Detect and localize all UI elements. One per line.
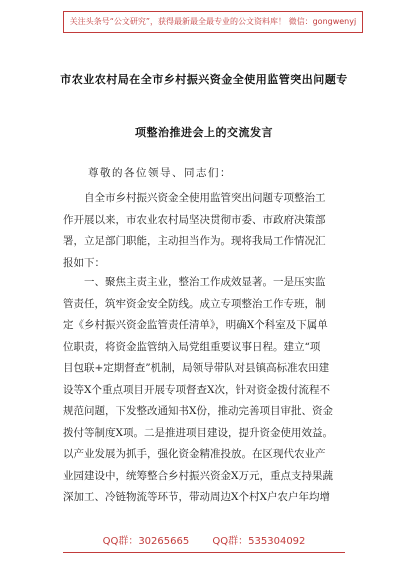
- text-line: 自全市乡村振兴资金全使用监管突出问题专项整治工: [84, 192, 326, 204]
- footer-contact: [0, 532, 408, 547]
- promo-banner: 关注头条号“公文研究”，获得最新最全最专业的公文资料库！ 微信：gongwenyj: [63, 11, 363, 33]
- text-line: 定《乡村振兴资金监管责任清单》，明确X个科室及下属单: [63, 319, 328, 331]
- text-line: 目包联+定期督查”机制，局领导带队对县镇高标准农田建: [63, 362, 330, 374]
- text-line: 管责任，筑牢资金安全防线。成立专项整治工作专班，制: [63, 297, 326, 310]
- document-title-line-1: 市农业农村局在全市乡村振兴资金全使用监管突出问题专: [60, 73, 348, 86]
- text-line: 拨付等制度X项。二是推进项目建设，提升资金使用效益。: [63, 426, 333, 439]
- text-line: 规范问题，下发整改通知书X份，推动完善项目审批、资金: [63, 405, 333, 417]
- text-line: 一、聚焦主责主业，整治工作成效显著。一是压实监: [84, 276, 326, 288]
- text-line: 以产业发展为抓手，强化资金精准投放。在区现代农业产: [63, 448, 326, 460]
- text-line: 报如下：: [63, 256, 105, 269]
- paragraph-intro: [63, 188, 345, 274]
- qq-group-2: QQ群：535304092: [212, 536, 306, 547]
- document-title-line-2: 项整治推进会上的交流发言: [135, 126, 273, 139]
- paragraph-section-1: [63, 272, 345, 509]
- text-line: 业园建设中，统筹整合乡村振兴资金X万元，重点支持果蔬: [63, 469, 333, 482]
- text-line: 深加工、冷链物流等环节，带动周边X个村X户农户年均增: [63, 491, 330, 503]
- footer-divider: [63, 552, 345, 553]
- salutation: 尊敬的各位领导、同志们：: [88, 167, 232, 179]
- text-line: 作开展以来，市农业农村局坚决贯彻市委、市政府决策部: [63, 213, 326, 226]
- text-line: 署，立足部门职能，主动担当作为。现将我局工作情况汇: [63, 235, 326, 247]
- text-line: 设等X个重点项目开展专项督查X次，针对资金拨付流程不: [63, 383, 330, 396]
- qq-group-1: QQ群：30265665: [102, 536, 190, 547]
- text-line: 位职责，将资金监管纳入局党组重要议事日程。建立“项: [63, 340, 321, 353]
